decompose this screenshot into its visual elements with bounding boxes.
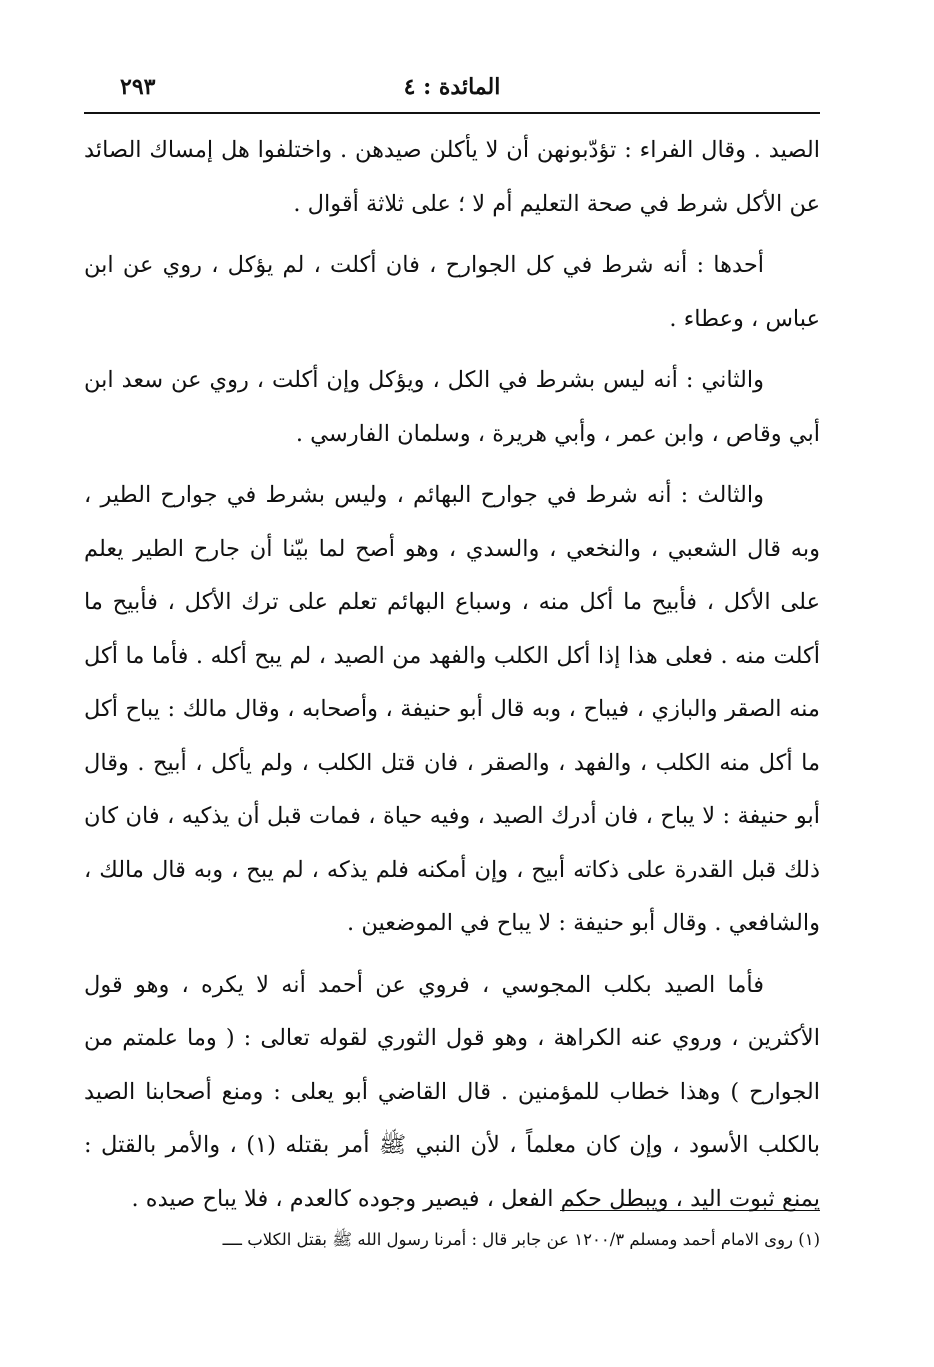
footnote-rule: [560, 1210, 820, 1211]
paragraph-intro: الصيد . وقال الفراء : تؤدّبونهن أن لا يأكلن صيدهن . واختلفوا هل إمساك الصائد عن الأكل شرط في صحة التعليم أم لا ؛ على ثلاثة أقوال .: [84, 137, 820, 217]
paragraph-magian-dog: فأما الصيد بكلب المجوسي ، فروي عن أحمد أنه لا يكره ، وهو قول الأكثرين ، وروي عنه الكراهة ، وهو قول الثوري لقوله تعالى : ( وما علمتم من الجوارح ) وهذا خطاب للمؤمنين . قال القاضي أبو يعلى : ومنع أصحابنا الصيد بالكلب الأسود ، وإن كان معلماً ، لأن النبي ﷺ أمر بقتله (١) ، والأمر بالقتل : يمنع ثبوت اليد ، ويبطل حكم الفعل ، فيصير وجوده كالعدم ، فلا يباح صيده .: [84, 971, 820, 1212]
main-text: [84, 124, 820, 1234]
page-header: [84, 74, 820, 110]
running-title: المائدة : ٤: [403, 74, 501, 100]
footnote: (١) روى الامام أحمد ومسلم ١٢٠٠/٣ عن جابر قال : أمرنا رسول الله ﷺ بقتل الكلاب ــــ: [222, 1230, 820, 1249]
paragraph-third-opinion: والثالث : أنه شرط في جوارح البهائم ، وليس بشرط في جوارح الطير ، وبه قال الشعبي ، والنخعي ، والسدي ، وهو أصح لما بيّنا أن جارح الطير يعلم على الأكل ، فأبيح ما أكل منه ، وسباع البهائم تعلم على ترك الأكل ، فأبيح ما أكلت منه . فعلى هذا إذا أكل الكلب والفهد من الصيد ، لم يبح أكله . فأما ما أكل منه الصقر والبازي ، فيباح ، وبه قال أبو حنيفة ، وأصحابه ، وقال مالك : يباح أكل ما أكل منه الكلب ، والفهد ، والصقر ، فان قتل الكلب ، ولم يأكل ، أبيح . وقال أبو حنيفة : لا يباح ، فان أدرك الصيد ، وفيه حياة ، فمات قبل أن يذكيه ، فان كان ذلك قبل القدرة على ذكاته أبيح ، وإن أمكنه فلم يذكه ، لم يبح ، وبه قال مالك ، والشافعي . وقال أبو حنيفة : لا يباح في الموضعين .: [84, 482, 820, 936]
header-rule: [84, 112, 820, 114]
paragraph-second-opinion: والثاني : أنه ليس بشرط في الكل ، ويؤكل وإن أكلت ، روي عن سعد ابن أبي وقاص ، وابن عمر ، وأبي هريرة ، وسلمان الفارسي .: [84, 367, 820, 447]
page-number: ٢٩٣: [120, 74, 156, 100]
paragraph-first-opinion: أحدها : أنه شرط في كل الجوارح ، فان أكلت ، لم يؤكل ، روي عن ابن عباس ، وعطاء .: [84, 252, 820, 332]
